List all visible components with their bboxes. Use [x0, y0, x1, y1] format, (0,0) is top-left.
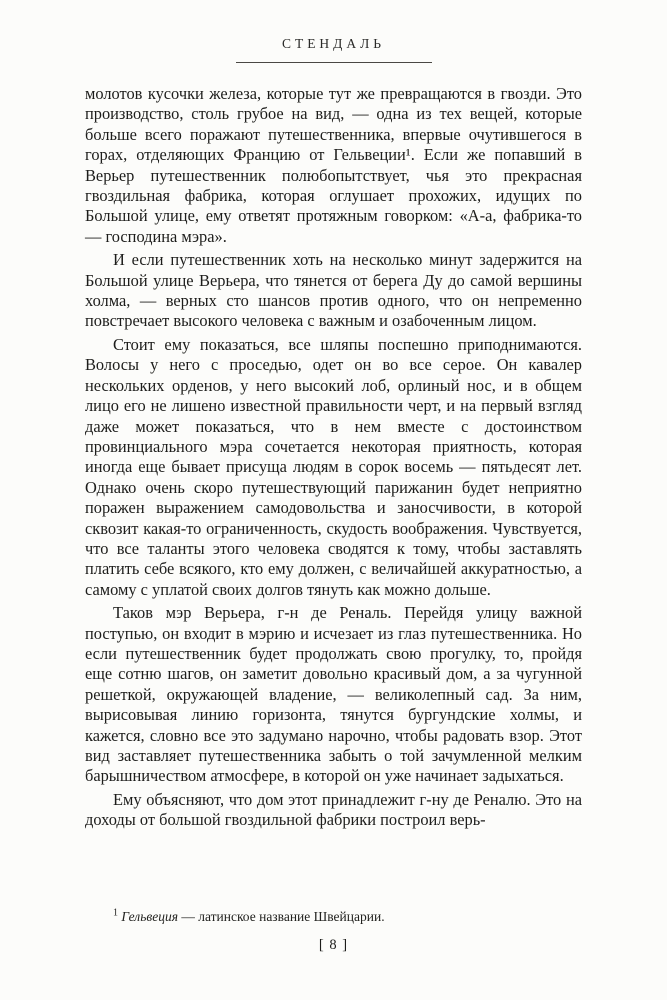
paragraph: молотов кусочки железа, которые тут же превращаются в гвозди. Это производство, столь грубое на вид, — одна из тех вещей, которые больше всего поражают путешественника, впервые очутившегося в горах, отделяющих Францию от Гельвеции¹. Если же попавший в Верьер путешественник полюбопытствует, чья это прекрасная гвоздильная фабрика, которая оглушает прохожих, идущих по Большой улице, ему ответят протяжным говорком: «А-а, фабрика-то — господина мэра».	[85, 84, 582, 246]
paragraph: Ему объясняют, что дом этот принадлежит г-ну де Реналю. Это на доходы от большой гвоздильной фабрики построил верь-	[85, 789, 582, 830]
page-header	[85, 36, 582, 63]
paragraph: Стоит ему показаться, все шляпы поспешно приподнимаются. Волосы у него с проседью, одет он во все серое. Он кавалер нескольких орденов, у него высокий лоб, орлиный нос, и в общем лицо его не лишено известной правильности черт, и на первый взгляд даже может показаться, что в нем вместе с достоинством провинциального мэра сочетается некоторая приятность, которая иногда еще бывает присуща людям в сорок восемь — пятьдесят лет. Однако очень скоро путешествующий парижанин будет неприятно поражен выражением самодовольства и заносчивости, в которой сквозит какая-то ограниченность, скудость воображения. Чувствуется, что все таланты этого человека сводятся к тому, чтобы заставлять платить себе всякого, кто ему должен, с величайшей аккуратностью, а самому с уплатой своих долгов тянуть как можно дольше.	[85, 334, 582, 599]
footnote-marker: 1	[113, 907, 118, 919]
footnote-term: Гельвеция	[121, 909, 178, 924]
body-text	[85, 84, 582, 831]
page-footer	[85, 937, 582, 954]
paragraph: И если путешественник хоть на несколько минут задержится на Большой улице Верьера, что тянется от берега Ду до самой вершины холма, — верных сто шансов против одного, что он непременно повстречает высокого человека с важным и озабоченным лицом.	[85, 250, 582, 331]
paragraph: Таков мэр Верьера, г-н де Реналь. Перейдя улицу важной поступью, он входит в мэрию и исчезает из глаз путешественника. Но если путешественник будет продолжать свою прогулку, то, пройдя еще сотню шагов, он заметит довольно красивый дом, а за чугунной решеткой, окружающей владение, — великолепный сад. За ним, вырисовывая линию горизонта, тянутся бургундские холмы, и кажется, словно все это задумано нарочно, чтобы радовать взор. Этот вид заставляет путешественника забыть о той зачумленной мелким барышничеством атмосфере, в которой он уже начинает задыхаться.	[85, 603, 582, 786]
footnote-text: — латинское название Швейцарии.	[181, 909, 385, 924]
footnote	[85, 908, 582, 925]
page-number: [ 8 ]	[318, 937, 349, 953]
running-title: СТЕНДАЛЬ	[281, 36, 386, 51]
header-rule	[236, 62, 432, 63]
